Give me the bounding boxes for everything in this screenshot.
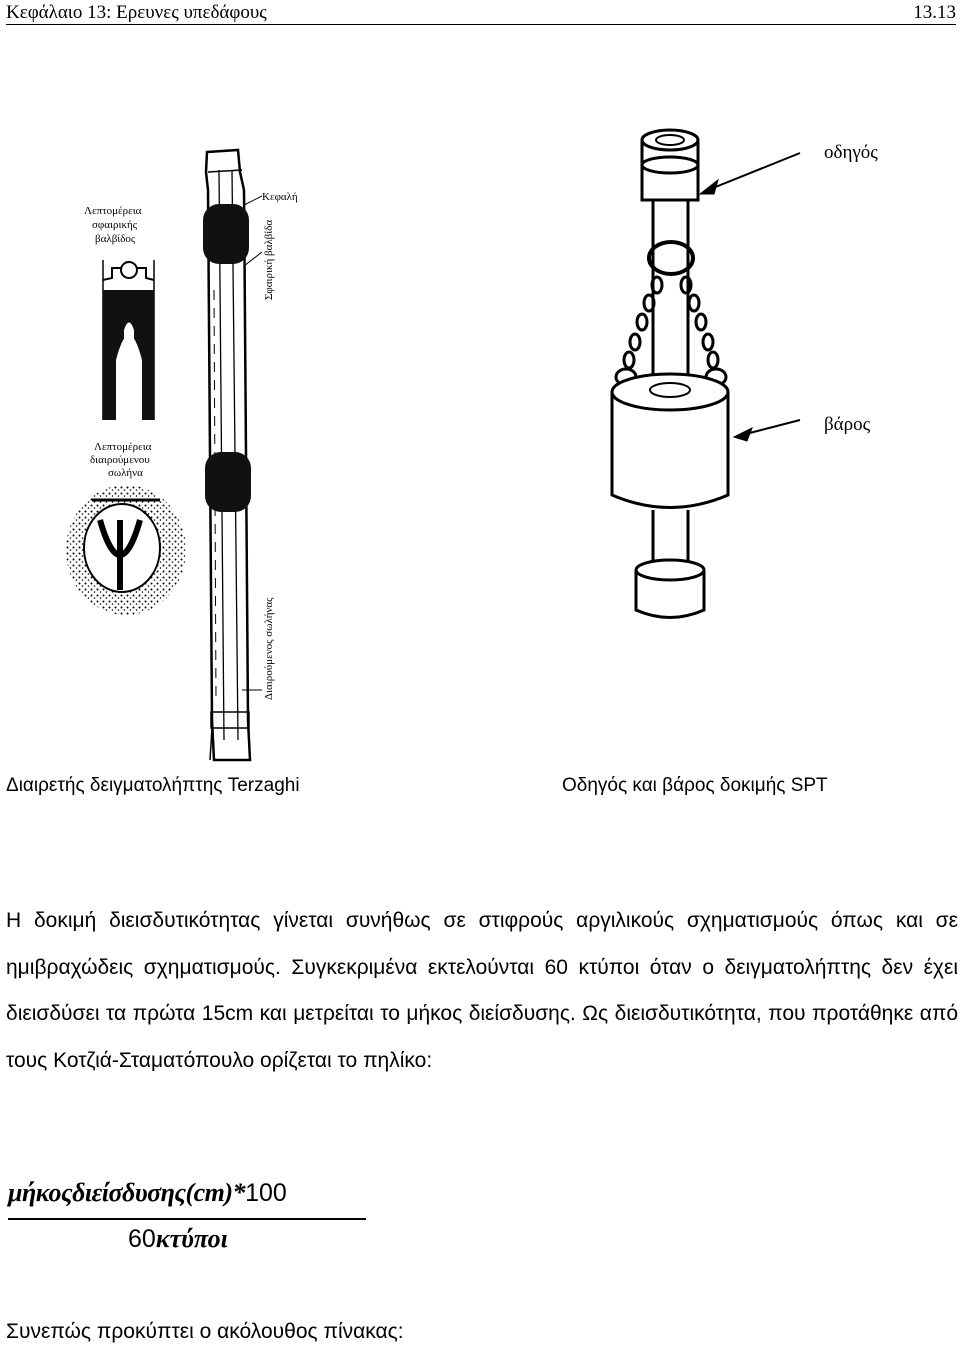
ball-valve-detail-drawing [84,205,154,420]
terzaghi-sampler-drawing [203,150,262,760]
formula-numerator [8,1178,287,1208]
label-guide: οδηγός [824,142,878,163]
page-header [6,0,956,25]
chapter-title: Κεφάλαιο 13: Ερευνες υπεδάφους [6,2,267,23]
caption-terzaghi: Διαιρετής δειγματολήπτης Terzaghi [6,775,300,796]
caption-spt: Οδηγός και βάρος δοκιμής SPT [562,775,828,796]
split-tube-detail-drawing [66,441,186,615]
svg-text:Λεπτομέρεια: Λεπτομέρεια [84,205,142,217]
svg-text:βαλβίδος: βαλβίδος [95,233,136,245]
chain-links [616,277,726,385]
label-weight: βάρος [824,414,871,435]
label-split-tube: Διαιρούμενος σωλήνας [263,597,275,700]
svg-text:Λεπτομέρεια: Λεπτομέρεια [94,441,152,453]
figures-illustration [0,100,960,800]
svg-text:σωλήνα: σωλήνα [108,467,143,479]
paragraph-text: Η δοκιμή διεισδυτικότητας γίνεται συνήθως σε στιφρούς αργιλικούς σχηματισμούς όπως και σε ημιβραχώδεις σχηματισμούς. Συγκεκριμένα εκτελούνται 60 κτύποι όταν ο δειγματολήπτης δεν έχει διεισδύσει τα πρώτα 15cm και μετρείται το μήκος διείσδυσης. Ως διεισδυτικότητα, που προτάθηκε από τους Κοτζιά-Σταματόπουλο ορίζεται το πηλίκο: [6,909,958,1072]
closing-text: Συνεπώς προκύπτει ο ακόλουθος πίνακας: [6,1320,404,1343]
formula-numerator-text: μήκοςδιείσδυσης(cm)* [8,1178,246,1207]
svg-text:σφαιρικής: σφαιρικής [92,219,138,231]
page-number: 13.13 [913,2,956,23]
label-head: Κεφαλή [262,191,298,203]
formula-denominator-text: κτύποι [155,1224,228,1253]
formula-numerator-number: 100 [245,1179,287,1207]
fraction-bar [8,1218,366,1220]
label-ball-valve: Σφαιρική βαλβίδα [263,219,275,300]
formula-denominator [128,1224,228,1254]
svg-text:διαιρούμενου: διαιρούμενου [90,454,150,466]
formula-denominator-number: 60 [128,1225,156,1253]
body-paragraph [6,898,958,1084]
spt-guide-weight-drawing [612,130,800,618]
